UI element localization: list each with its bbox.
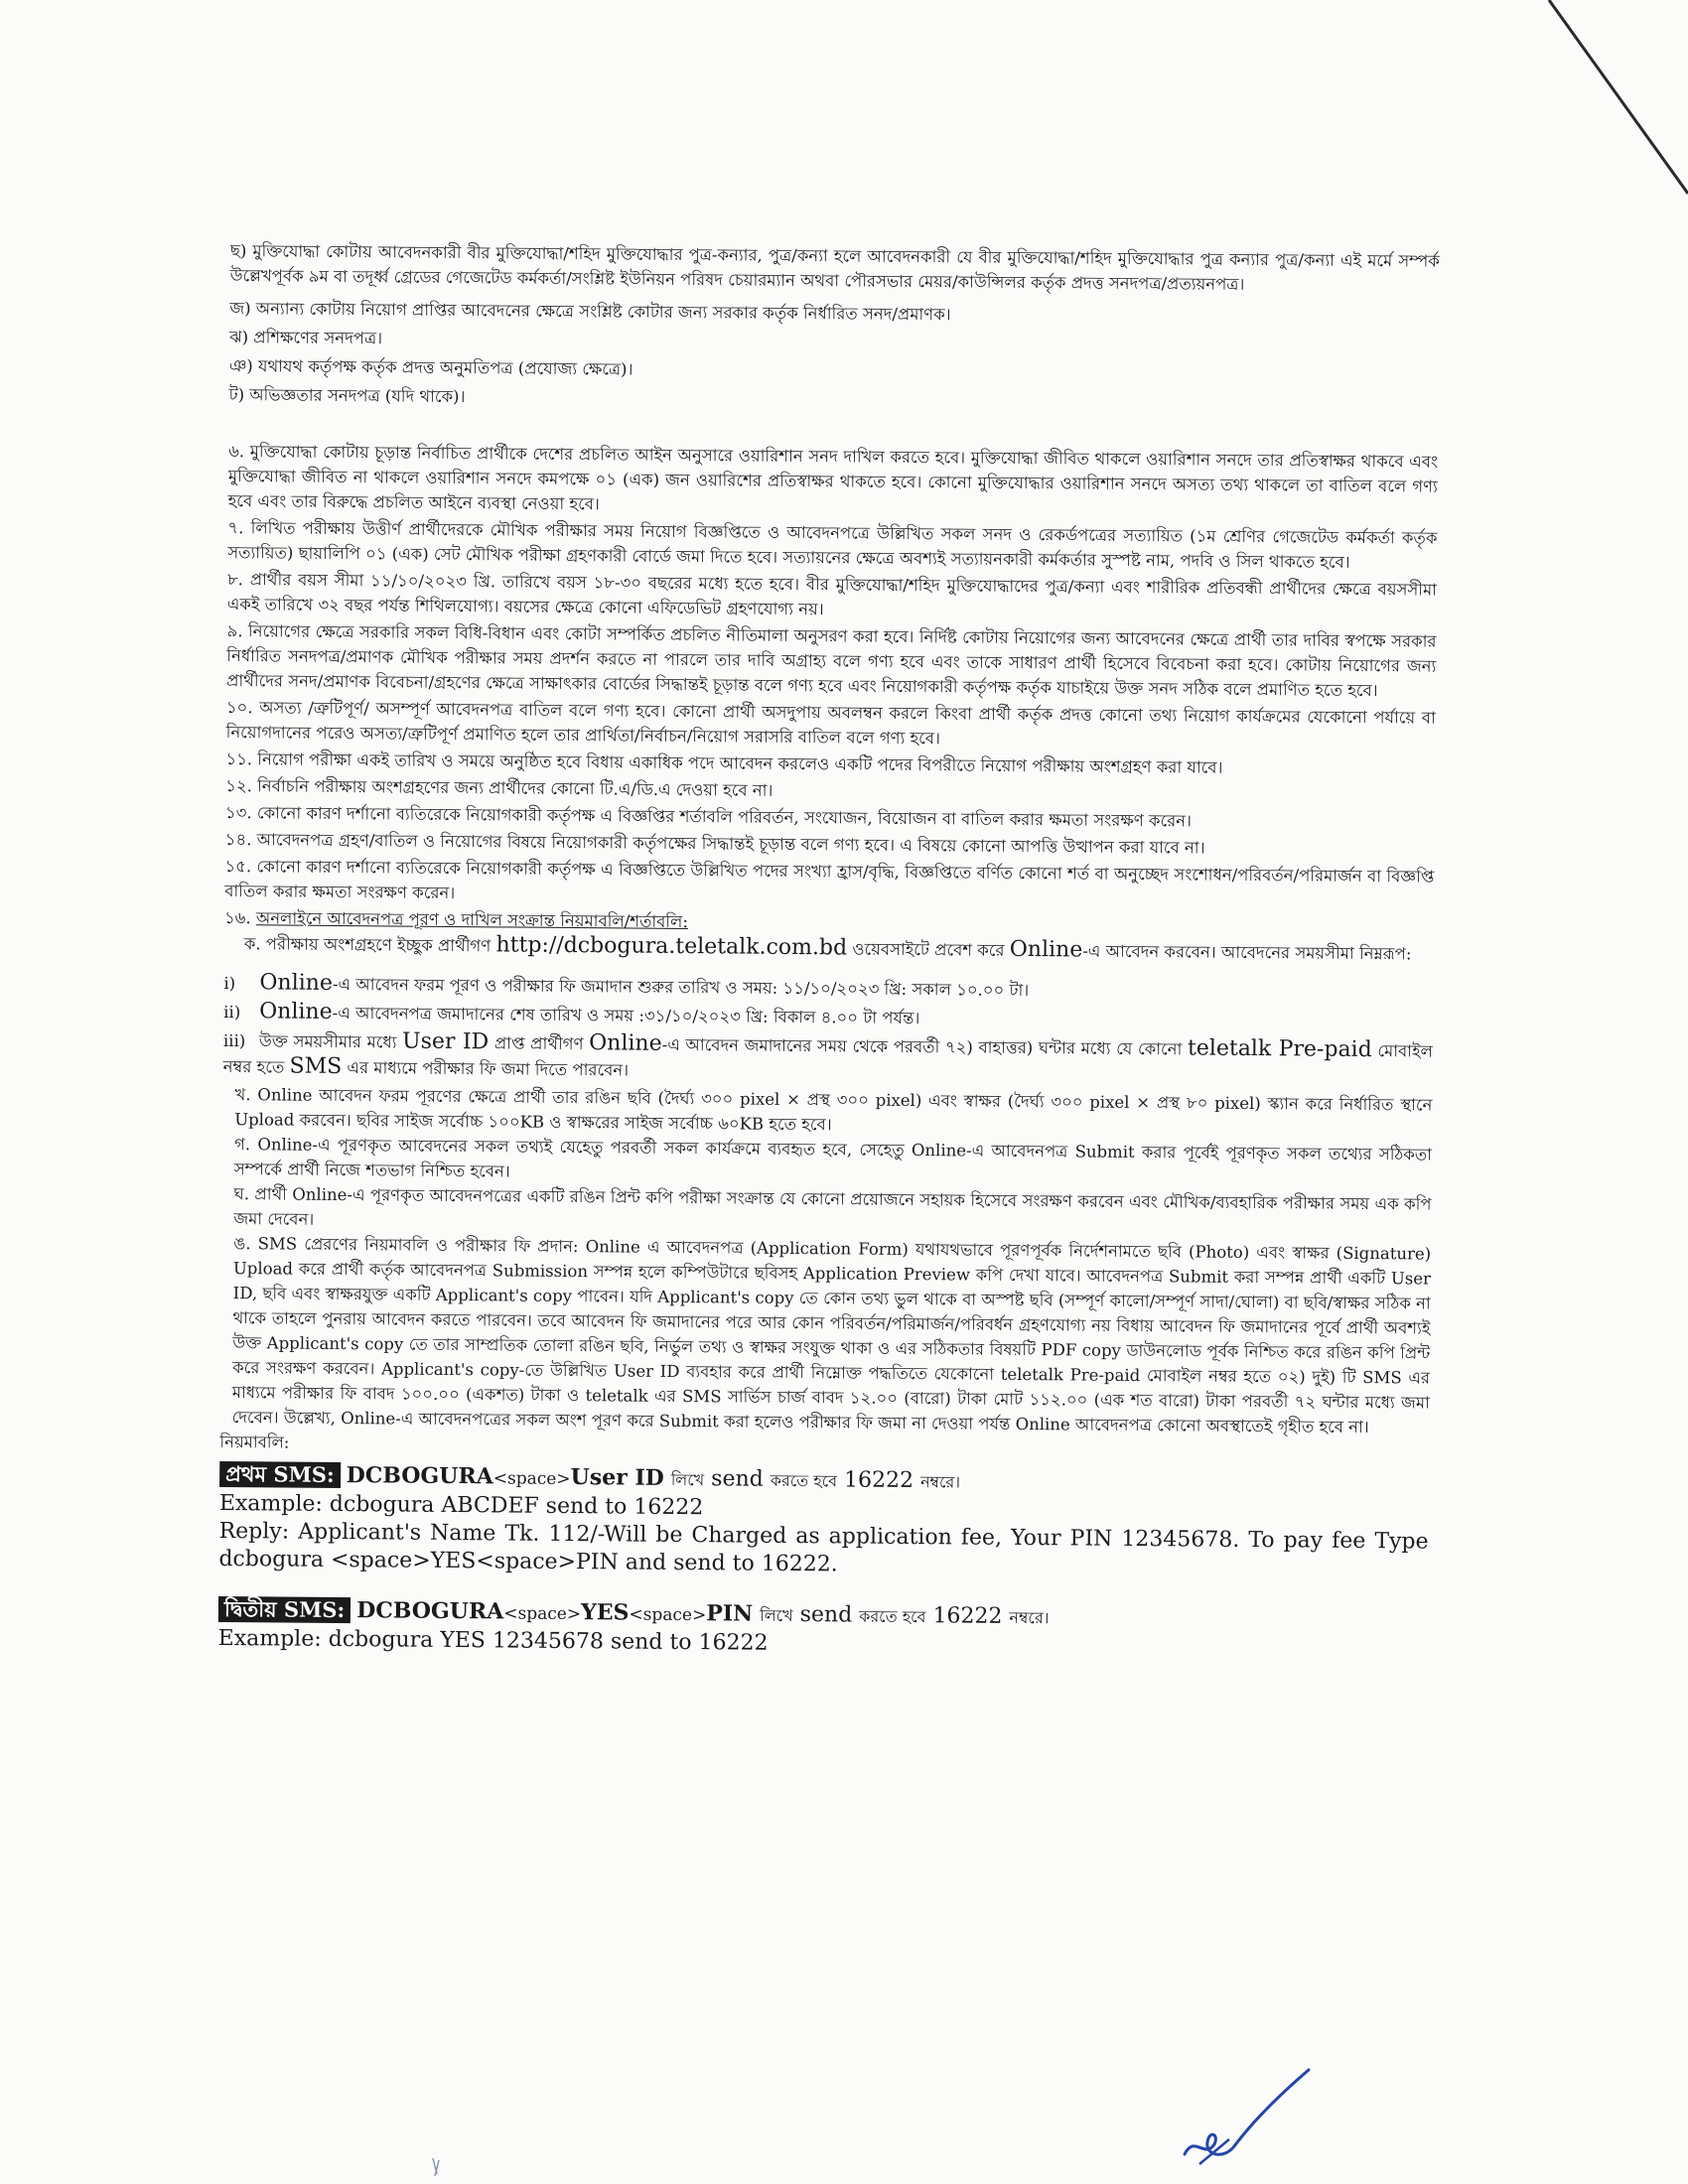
clause-7: ৭. লিখিত পরীক্ষায় উত্তীর্ণ প্রার্থীদেরকে মৌখিক পরীক্ষার সময় নিয়োগ বিজ্ঞপ্তিতে ও আবেদনপত্রে উল্লিখিত সকল সনদ ও রেকর্ডপত্রের সত্যায়িত (১ম শ্রেণির গেজেটেড কর্মকর্তা কর্তৃক সত্যায়িত) ছায়ালিপি ০১ (এক) সেট মৌখিক পরীক্ষা গ্রহণকারী বোর্ডে জমা দিতে হবে। সত্যায়নের ক্ষেত্রে অবশ্যই সত্যায়নকারী কর্মকর্তার সুস্পষ্ট নাম, পদবি ও সিল থাকতে হবে। (227, 517, 1438, 572)
clause-8: ৮. প্রার্থীর বয়স সীমা ১১/১০/২০২৩ খ্রি. তারিখে বয়স ১৮-৩০ বছরের মধ্যে হতে হবে। বীর মুক্তিযোদ্ধা/শহিদ মুক্তিযোদ্ধাদের পুত্র/কন্যা এবং শারীরিক প্রতিবন্ধী প্রার্থীদের ক্ষেত্রে বয়সসীমা একই তারিখে ৩২ বছর পর্যন্ত শিথিলযোগ্য। বয়সের ক্ষেত্রে কোনো এফিডেভিট গ্রহণযোগ্য নয়। (226, 569, 1438, 619)
doc-item-ta: ট) অভিজ্ঞতার সনদপত্র (যদি থাকে)। (228, 384, 466, 407)
rules-label: নিয়মাবলি: (219, 1432, 290, 1452)
application-timeline (223, 970, 1434, 1090)
sms-second (218, 1595, 1428, 1664)
clause-6: ৬. মুক্তিযোদ্ধা কোটায় চূড়ান্ত নির্বাচিত প্রার্থীকে দেশের প্রচলিত আইন অনুসারে ওয়ারিশান সনদ দাখিল করতে হবে। মুক্তিযোদ্ধা জীবিত থাকলে ওয়ারিশান সনদে তার প্রতিস্বাক্ষর থাকবে এবং মুক্তিযোদ্ধা জীবিত না থাকলে ওয়ারিশান সনদে কমপক্ষে ০১ (এক) জন ওয়ারিশের প্রতিস্বাক্ষর থাকতে হবে। কোনো মুক্তিযোদ্ধার ওয়ারিশান সনদে অসত্য তথ্য থাকলে তা বাতিল বলে গণ্য হবে এবং তার বিরুদ্ধে প্রচলিত আইনে ব্যবস্থা নেওয়া হবে। (227, 441, 1439, 514)
clauses (224, 439, 1438, 914)
timeline-item-start: i) Online-এ আবেদন ফরম পূরণ ও পরীক্ষার ফি জমাদান শুরুর তারিখ ও সময়: ১১/১০/২০২৩ খ্রি: সকাল ১০.০০ টা। (223, 970, 1030, 1001)
doc-item-jha: ঝ) প্রশিক্ষণের সনদপত্র। (229, 327, 383, 348)
sms-second-tag: দ্বিতীয় SMS: (218, 1596, 351, 1623)
clause-10: ১০. অসত্য /ত্রুটিপূর্ণ/ অসম্পূর্ণ আবেদনপত্র বাতিল বলে গণ্য হবে। কোনো প্রার্থী অসদুপায় অবলম্বন করলে কিংবা প্রার্থী কর্তৃক প্রদত্ত কোনো তথ্য নিয়োগ কার্যক্রমের যেকোনো পর্যায়ে বা নিয়োগদানের পরেও অসত্য/ত্রুটিপূর্ণ প্রমাণিত হলে তার প্রার্থিতা/নির্বাচন/নিয়োগ সরাসরি বাতিল বলে গণ্য হবে। (225, 697, 1436, 749)
doc-item-ja: জ) অন্যান্য কোটায় নিয়োগ প্রাপ্তির আবেদনের ক্ষেত্রে সংশ্লিষ্ট কোটার জন্য সরকার কর্তৃক নির্ধারিত সনদ/প্রমাণক। (229, 298, 951, 325)
clause-12: ১২. নির্বাচনি পরীক্ষায় অংশগ্রহণের জন্য প্রার্থীদের কোনো টি.এ/ডি.এ দেওয়া হবে না। (225, 775, 774, 800)
clause-9: ৯. নিয়োগের ক্ষেত্রে সরকারি সকল বিধি-বিধান এবং কোটা সম্পর্কিত প্রচলিত নীতিমালা অনুসরণ করা হবে। নির্দিষ্ট কোটায় নিয়োগের জন্য আবেদনের ক্ষেত্রে প্রার্থী তার দাবির স্বপক্ষে সরকার নির্ধারিত সনদপত্র/প্রমাণক মৌখিক পরীক্ষার সময় প্রদর্শন করতে না পারলে তার দাবি অগ্রাহ্য বলে গণ্য হবে এবং তাকে সাধারণ প্রার্থী হিসেবে বিবেচনা করা হবে। কোটায় নিয়োগের জন্য প্রার্থীদের সনদ/প্রমাণক বিবেচনা/গ্রহণের ক্ষেত্রে সাক্ষাৎকার বোর্ডের সিদ্ধান্তই চূড়ান্ত বলে গণ্য হবে এবং নিয়োগকারী কর্তৃপক্ষ কর্তৃক যাচাইয়ে উক্ত সনদ সঠিক বলে প্রমাণিত হতে হবে। (226, 620, 1437, 701)
online-sub-items (220, 1082, 1433, 1440)
document-list (229, 238, 1440, 418)
clause-15: ১৫. কোনো কারণ দর্শানো ব্যতিরেকে নিয়োগকারী কর্তৃপক্ষ এ বিজ্ঞপ্তিতে উল্লিখিত পদের সংখ্যা হ্রাস/বৃদ্ধি, বিজ্ঞপ্তিতে বর্ণিত কোনো শর্ত বা অনুচ্ছেদ সংশোধন/পরিবর্তন/পরিমার্জন বা বিজ্ঞপ্তি বাতিল করার ক্ষমতা সংরক্ষণ করেন। (224, 856, 1435, 902)
sms-first (219, 1460, 1429, 1529)
sms-second-instruction: দ্বিতীয় SMS: DCBOGURA<space>YES<space>PIN লিখে send করতে হবে 16222 নম্বরে। (218, 1595, 1428, 1636)
application-website-link[interactable]: http://dcbogura.teletalk.com.bd (495, 932, 848, 961)
sms-first-tag: প্রথম SMS: (219, 1461, 341, 1488)
scan-edge-line (1529, 0, 1688, 199)
timeline-item-sms-window: iii) উক্ত সময়সীমার মধ্যে User ID প্রাপ্ত প্রার্থীগণ Online-এ আবেদন জমাদানের সময় থেকে পরবর্তী ৭২) বাহাত্তর) ঘন্টার মধ্যে যে কোনো teletalk Pre-paid মোবাইল নম্বর হতে SMS এর মাধ্যমে পরীক্ষার ফি জমা দিতে পারবেন। (222, 1028, 1433, 1080)
doc-item-chha: ছ) মুক্তিযোদ্ধা কোটায় আবেদনকারী বীর মুক্তিযোদ্ধা/শহিদ মুক্তিযোদ্ধার পুত্র-কন্যার, পুত্র/কন্যা হলে আবেদনকারী যে বীর মুক্তিযোদ্ধা/শহিদ মুক্তিযোদ্ধার পুত্র কন্যার পুত্র/কন্যা এই মর্মে সম্পর্ক উল্লেখপূর্বক ৯ম বা তদূর্ধ্ব গ্রেডের গেজেটেড কর্মকর্তা/সংশ্লিষ্ট ইউনিয়ন পরিষদ চেয়ারম্যান অথবা পৌরসভার মেয়র/কাউন্সিলর কর্তৃক প্রদত্ত সনদপত্র/প্রত্যয়নপত্র। (229, 240, 1440, 294)
sub-item-umo: ঙ. SMS প্রেরণের নিয়মাবলি ও পরীক্ষার ফি প্রদান: Online এ আবেদনপত্র (Application Form) যথাযথভাবে পূরণপূর্বক নির্দেশনামতে ছবি (Photo) এবং স্বাক্ষর (Signature) Upload করে প্রার্থী কর্তৃক আবেদনপত্র Submission সম্পন্ন হলে কম্পিউটারে ছবিসহ Application Preview কপি দেখা যাবে। আবেদনপত্র Submit করা সম্পন্ন প্রার্থী একটি User ID, ছবি এবং স্বাক্ষরযুক্ত একটি Applicant's copy পাবেন। যদি Applicant's copy তে কোন তথ্য ভুল থাকে বা অস্পষ্ট ছবি (সম্পূর্ণ কালো/সম্পূর্ণ সাদা/ঘোলা) বা ছবি/স্বাক্ষর সঠিক না থাকে তাহলে পুনরায় আবেদন করতে পারবেন। তবে আবেদন ফি জমাদানের পরে আর কোন পরিবর্তন/পরিমার্জন/পরিবর্ধন গ্রহণযোগ্য নয় বিধায় আবেদন ফি জমাদানের পূর্বে প্রার্থী অবশ্যই উক্ত Applicant's copy তে তার সাম্প্রতিক তোলা রঙিন ছবি, নির্ভুল তথ্য ও স্বাক্ষর সংযুক্ত থাকা ও এর সঠিকতার বিষয়টি PDF copy ডাউনলোড পূর্বক নিশ্চিত করে রঙিন কপি প্রিন্ট করে সংরক্ষণ করবেন। Applicant's copy-তে উল্লিখিত User ID ব্যবহার করে প্রার্থী নিম্নোক্ত পদ্ধতিতে যেকোনো teletalk Pre-paid মোবাইল নম্বর হতে ০২) দুই) টি SMS এর মাধ্যমে পরীক্ষার ফি বাবদ ১০০.০০ (একশত) টাকা ও teletalk এর SMS সার্ভিস চার্জ বাবদ ১২.০০ (বারো) টাকা মোট ১১২.০০ (এক শত বারো) টাকা পরবর্তী ৭২ ঘন্টার মধ্যে জমা দেবেন। উল্লেখ্য, Online-এ আবেদনপত্রের সকল অংশ পূরণ করে Submit করা হলেও পরীক্ষার ফি জমা না দেওয়া পর্যন্ত Online আবেদনপত্র কোনো অবস্থাতেই গৃহীত হবে না। (231, 1234, 1432, 1437)
signature-mark (1180, 2065, 1319, 2174)
sms-first-example: Example: dcbogura ABCDEF send to 16222 (218, 1490, 704, 1521)
scan-smudge (425, 2154, 449, 2180)
sub-item-kha: খ. Online আবেদন ফরম পূরণের ক্ষেত্রে প্রার্থী তার রঙিন ছবি (দৈর্ঘ্য ৩০০ pixel × প্রস্থ ৩০০ pixel) এবং স্বাক্ষর (দৈর্ঘ্য ৩০০ pixel × প্রস্থ ৮০ pixel) স্ক্যান করে নির্ধারিত স্থানে Upload করবেন। ছবির সাইজ সর্বোচ্চ ১০০KB ও স্বাক্ষরের সাইজ সর্বোচ্চ ৬০KB হতে হবে। (234, 1085, 1433, 1135)
sms-first-instruction: প্রথম SMS: DCBOGURA<space>User ID লিখে send করতে হবে 16222 নম্বরে। (219, 1460, 1429, 1501)
clause-16-heading: ১৬. অনলাইনে আবেদনপত্র পূরণ ও দাখিল সংক্রান্ত নিয়মাবলি/শর্তাবলি: (223, 907, 689, 932)
doc-item-nio: ঞ) যথাযথ কর্তৃপক্ষ কর্তৃক প্রদত্ত অনুমতিপত্র (প্রযোজ্য ক্ষেত্রে)। (228, 355, 633, 379)
online-rules-heading: অনলাইনে আবেদনপত্র পূরণ ও দাখিল সংক্রান্ত নিয়মাবলি/শর্তাবলি: (255, 908, 689, 932)
clause-11: ১১. নিয়োগ পরীক্ষা একই তারিখ ও সময়ে অনুষ্ঠিত হবে বিধায় একাধিক পদে আবেদন করলেও একটি পদের বিপরীতে নিয়োগ পরীক্ষায় অংশগ্রহণ করা যাবে। (225, 749, 1223, 777)
sub-item-gha: ঘ. প্রার্থী Online-এ পূরণকৃত আবেদনপত্রের একটি রঙিন প্রিন্ট কপি পরীক্ষা সংক্রান্ত যে কোনো প্রয়োজনে সহায়ক হিসেবে সংরক্ষণ করবেন এবং মৌখিক/ব্যবহারিক পরীক্ষার সময় এক কপি জমা দেবেন। (233, 1184, 1432, 1229)
sms-reply-text: Reply: Applicant's Name Tk. 112/-Will be Charged as application fee, Your PIN 12345678. To pay fee Type dcbogura <space>YES<space>PIN and send to 16222. (218, 1518, 1429, 1577)
clause-16-ka: ক. পরীক্ষায় অংশগ্রহণে ইচ্ছুক প্রার্থীগণ http://dcbogura.teletalk.com.bd ওয়েবসাইটে প্রবেশ করে Online-এ আবেদন করবেন। আবেদনের সময়সীমা নিম্নরূপ: (243, 932, 1412, 964)
sms-second-example: Example: dcbogura YES 12345678 send to 16222 (217, 1625, 769, 1656)
clause-13: ১৩. কোনো কারণ দর্শানো ব্যতিরেকে নিয়োগকারী কর্তৃপক্ষ এ বিজ্ঞপ্তির শর্তাবলি পরিবর্তন, সংযোজন, বিয়োজন বা বাতিল করার ক্ষমতা সংরক্ষণ করেন। (224, 802, 1193, 831)
sub-item-ga: গ. Online-এ পূরণকৃত আবেদনের সকল তথ্যই যেহেতু পরবর্তী সকল কার্যক্রমে ব্যবহৃত হবে, সেহেতু Online-এ আবেদনপত্র Submit করার পূর্বেই পূরণকৃত সকল তথ্যের সঠিকতা সম্পর্কে প্রার্থী নিজে শতভাগ নিশ্চিত হবেন। (233, 1135, 1433, 1181)
clause-14: ১৪. আবেদনপত্র গ্রহণ/বাতিল ও নিয়োগের বিষয়ে নিয়োগকারী কর্তৃপক্ষের সিদ্ধান্তই চূড়ান্ত বলে গণ্য হবে। এ বিষয়ে কোনো আপত্তি উত্থাপন করা যাবে না। (224, 829, 1205, 858)
timeline-item-end: ii) Online-এ আবেদনপত্র জমাদানের শেষ তারিখ ও সময় :৩১/১০/২০২৩ খ্রি: বিকাল ৪.০০ টা পর্যন্ত। (223, 999, 920, 1028)
notice-body (218, 238, 1440, 1664)
